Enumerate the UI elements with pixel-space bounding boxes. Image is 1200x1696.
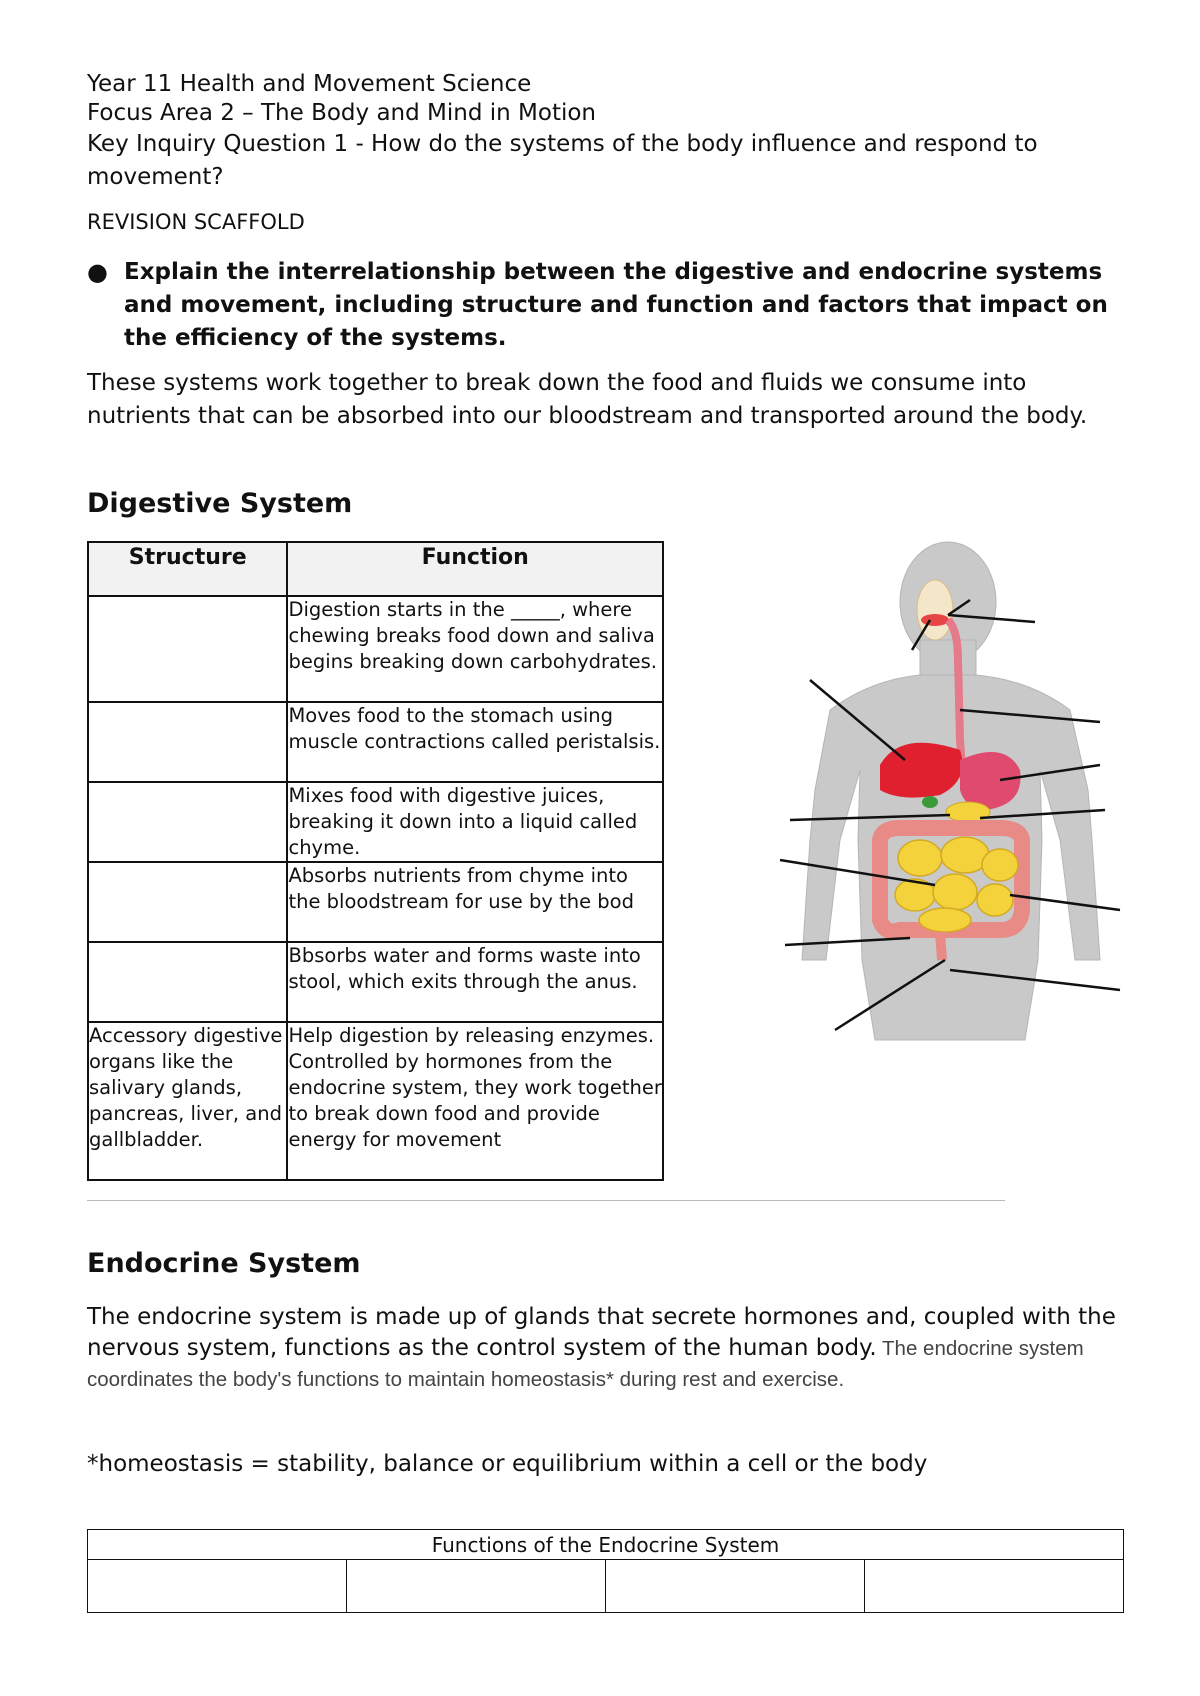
objective-text: Explain the interrelationship between the digestive and endocrine systems and movement, including structure and function and factors that impact on the efficiency of the systems. (124, 259, 1108, 351)
function-cell: Absorbs nutrients from chyme into the bloodstream for use by the bod (287, 862, 663, 942)
endocrine-small-text: The endocrine system coordinates the body's functions to maintain homeostasis* during rest and exercise. (87, 1337, 1084, 1391)
focus-area: Focus Area 2 – The Body and Mind in Motion (87, 100, 597, 126)
endocrine-table-title: Functions of the Endocrine System (88, 1530, 1124, 1560)
function-header: Function (287, 542, 663, 596)
intro-paragraph: These systems work together to break down the food and fluids we consume into nutrients that can be absorbed into our bloodstream and transported around the body. (87, 370, 1088, 429)
table-row (88, 862, 663, 942)
revision-scaffold-label: REVISION SCAFFOLD (87, 210, 305, 234)
rectum (940, 932, 942, 960)
table-header-row (88, 542, 663, 596)
digestive-table (87, 541, 664, 1181)
gallbladder (922, 796, 938, 808)
function-answer-cell[interactable] (88, 1560, 347, 1613)
table-row (88, 942, 663, 1022)
function-answer-cell[interactable] (347, 1560, 606, 1613)
structure-cell[interactable] (88, 942, 287, 1022)
function-cell: Mixes food with digestive juices, breaking it down into a liquid called chyme. (287, 782, 663, 862)
key-inquiry-question: Key Inquiry Question 1 - How do the systems of the body influence and respond to movement? (87, 131, 1038, 190)
table-row (88, 702, 663, 782)
structure-cell[interactable] (88, 702, 287, 782)
endocrine-functions-table (87, 1529, 1124, 1613)
structure-cell[interactable] (88, 596, 287, 702)
endocrine-main-text: The endocrine system is made up of glands that secrete hormones and, coupled with the nervous system, functions as the control system of the human body. (87, 1304, 1116, 1361)
structure-header: Structure (88, 542, 287, 596)
function-cell: Moves food to the stomach using muscle contractions called peristalsis. (287, 702, 663, 782)
table-row (88, 782, 663, 862)
structure-cell[interactable] (88, 782, 287, 862)
endocrine-paragraph (87, 1302, 1127, 1395)
function-answer-cell[interactable] (865, 1560, 1124, 1613)
course-title: Year 11 Health and Movement Science (87, 71, 532, 97)
function-line-2: Controlled by hormones from the endocrine system, they work together to break down food and provide energy for movement (288, 1050, 662, 1151)
function-cell (287, 1022, 663, 1180)
endocrine-heading: Endocrine System (87, 1248, 361, 1279)
header-block (87, 70, 1127, 433)
structure-cell[interactable] (88, 862, 287, 942)
section-divider (87, 1200, 1005, 1201)
function-line-1: Help digestion by releasing enzymes. (288, 1024, 655, 1047)
digestive-heading: Digestive System (87, 488, 353, 519)
homeostasis-definition: *homeostasis = stability, balance or equilibrium within a cell or the body (87, 1451, 928, 1477)
table-row (88, 1560, 1124, 1613)
structure-cell: Accessory digestive organs like the salivary glands, pancreas, liver, and gallbladder. (88, 1022, 287, 1180)
bullet-icon: ● (87, 258, 108, 286)
table-row (88, 1022, 663, 1180)
function-answer-cell[interactable] (606, 1560, 865, 1613)
table-header-row (88, 1530, 1124, 1560)
objective-bullet (87, 256, 1127, 355)
function-cell: Bbsorbs water and forms waste into stool, which exits through the anus. (287, 942, 663, 1022)
table-row (88, 596, 663, 702)
function-cell: Digestion starts in the _____, where chewing breaks food down and saliva begins breaking down carbohydrates. (287, 596, 663, 702)
digestive-system-diagram (770, 540, 1130, 1060)
